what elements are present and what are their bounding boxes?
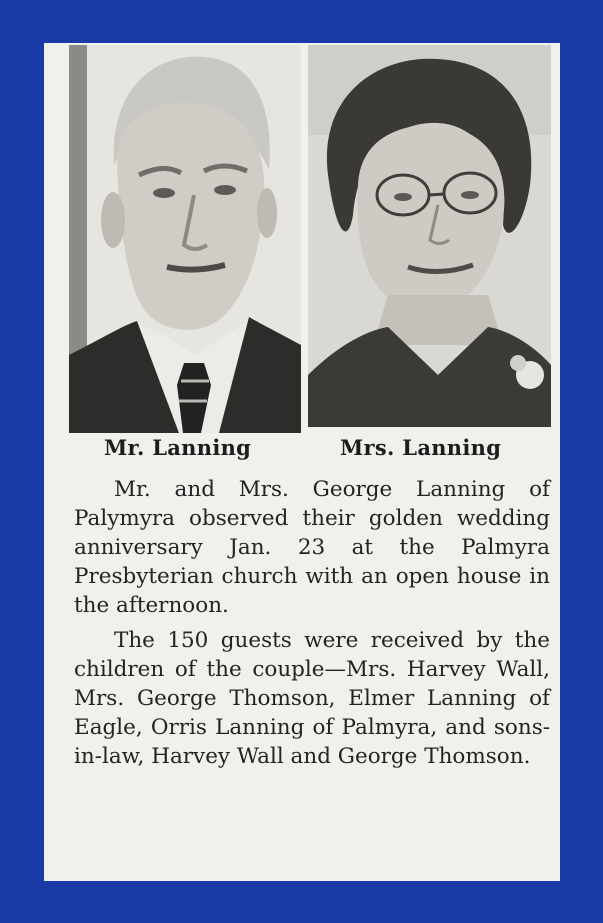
mr-lanning-portrait [69, 45, 301, 433]
mr-lanning-photo [69, 45, 301, 433]
article-paragraph-2: The 150 guests were received by the children of the couple—Mrs. Harvey Wall, Mrs. George Thomson, Elmer Lanning of Eagle, Orris Lanning of Palmyra, and sons-in-law, Harvey Wall and George Thomson. [74, 628, 550, 769]
newspaper-clipping [44, 43, 560, 881]
caption-mr-lanning: Mr. Lanning [104, 435, 252, 460]
photo-pair [66, 43, 560, 435]
article-body [74, 475, 550, 771]
mrs-lanning-photo [308, 45, 551, 427]
mrs-lanning-portrait [308, 45, 551, 427]
article-paragraph-1: Mr. and Mrs. George Lanning of Palymyra observed their golden wedding anniversary Jan. 23 at the Palmyra Presbyterian church with an open house in the afternoon. [74, 477, 550, 618]
cut-off-text-line [116, 871, 376, 881]
caption-mrs-lanning: Mrs. Lanning [340, 435, 502, 460]
